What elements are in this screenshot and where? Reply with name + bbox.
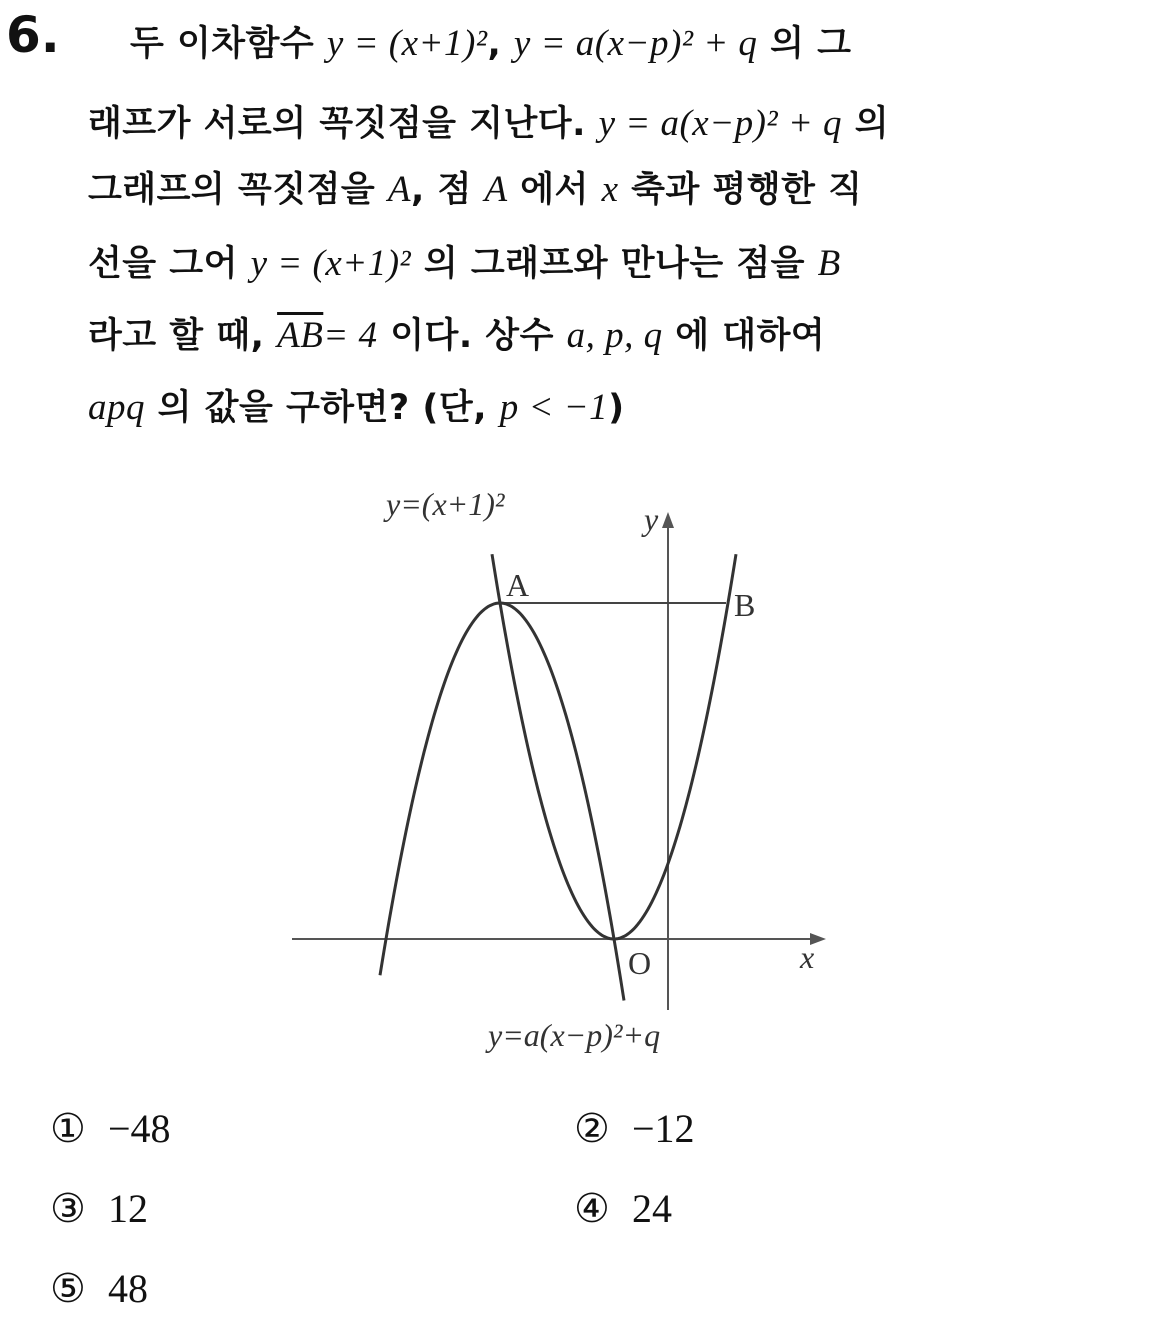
question-line-1: 두 이차함수 y = (x+1)², y = a(x−p)² + q 의 그 <box>130 23 852 64</box>
curve-y-x-plus-1-squared <box>492 554 736 939</box>
choice-4[interactable]: ④ 24 <box>574 1186 672 1231</box>
choice-5[interactable]: ⑤ 48 <box>50 1266 148 1311</box>
question-line-3: 그래프의 꼭짓점을 A, 점 A 에서 x 축과 평행한 직 <box>88 169 863 210</box>
label-origin: O <box>628 945 652 981</box>
choice-2[interactable]: ② −12 <box>574 1106 695 1151</box>
question-line-4: 선을 그어 y = (x+1)² 의 그래프와 만나는 점을 B <box>88 243 841 284</box>
y-axis-arrow <box>662 512 674 528</box>
question-number: 6. <box>6 6 60 64</box>
question-line-6: apq 의 값을 구하면? (단, p < −1) <box>88 387 625 428</box>
label-curve-1: y=(x+1)² <box>386 486 505 522</box>
label-point-b: B <box>734 587 756 623</box>
curve-y-a-x-minus-p-squared-plus-q <box>380 603 624 1001</box>
choice-1[interactable]: ① −48 <box>50 1106 171 1151</box>
label-point-a: A <box>506 567 530 603</box>
label-curve-2: y=a(x−p)²+q <box>488 1017 661 1053</box>
choice-3[interactable]: ③ 12 <box>50 1186 148 1231</box>
label-y-axis: y <box>644 501 659 537</box>
question-line-5: 라고 할 때, $\overline{AB}= 4$ 이다. 상수 a, p, q 에 대하여 <box>88 315 826 356</box>
label-x-axis: x <box>800 939 815 975</box>
question-line-2: 래프가 서로의 꼭짓점을 지난다. y = a(x−p)² + q 의 <box>88 103 890 144</box>
